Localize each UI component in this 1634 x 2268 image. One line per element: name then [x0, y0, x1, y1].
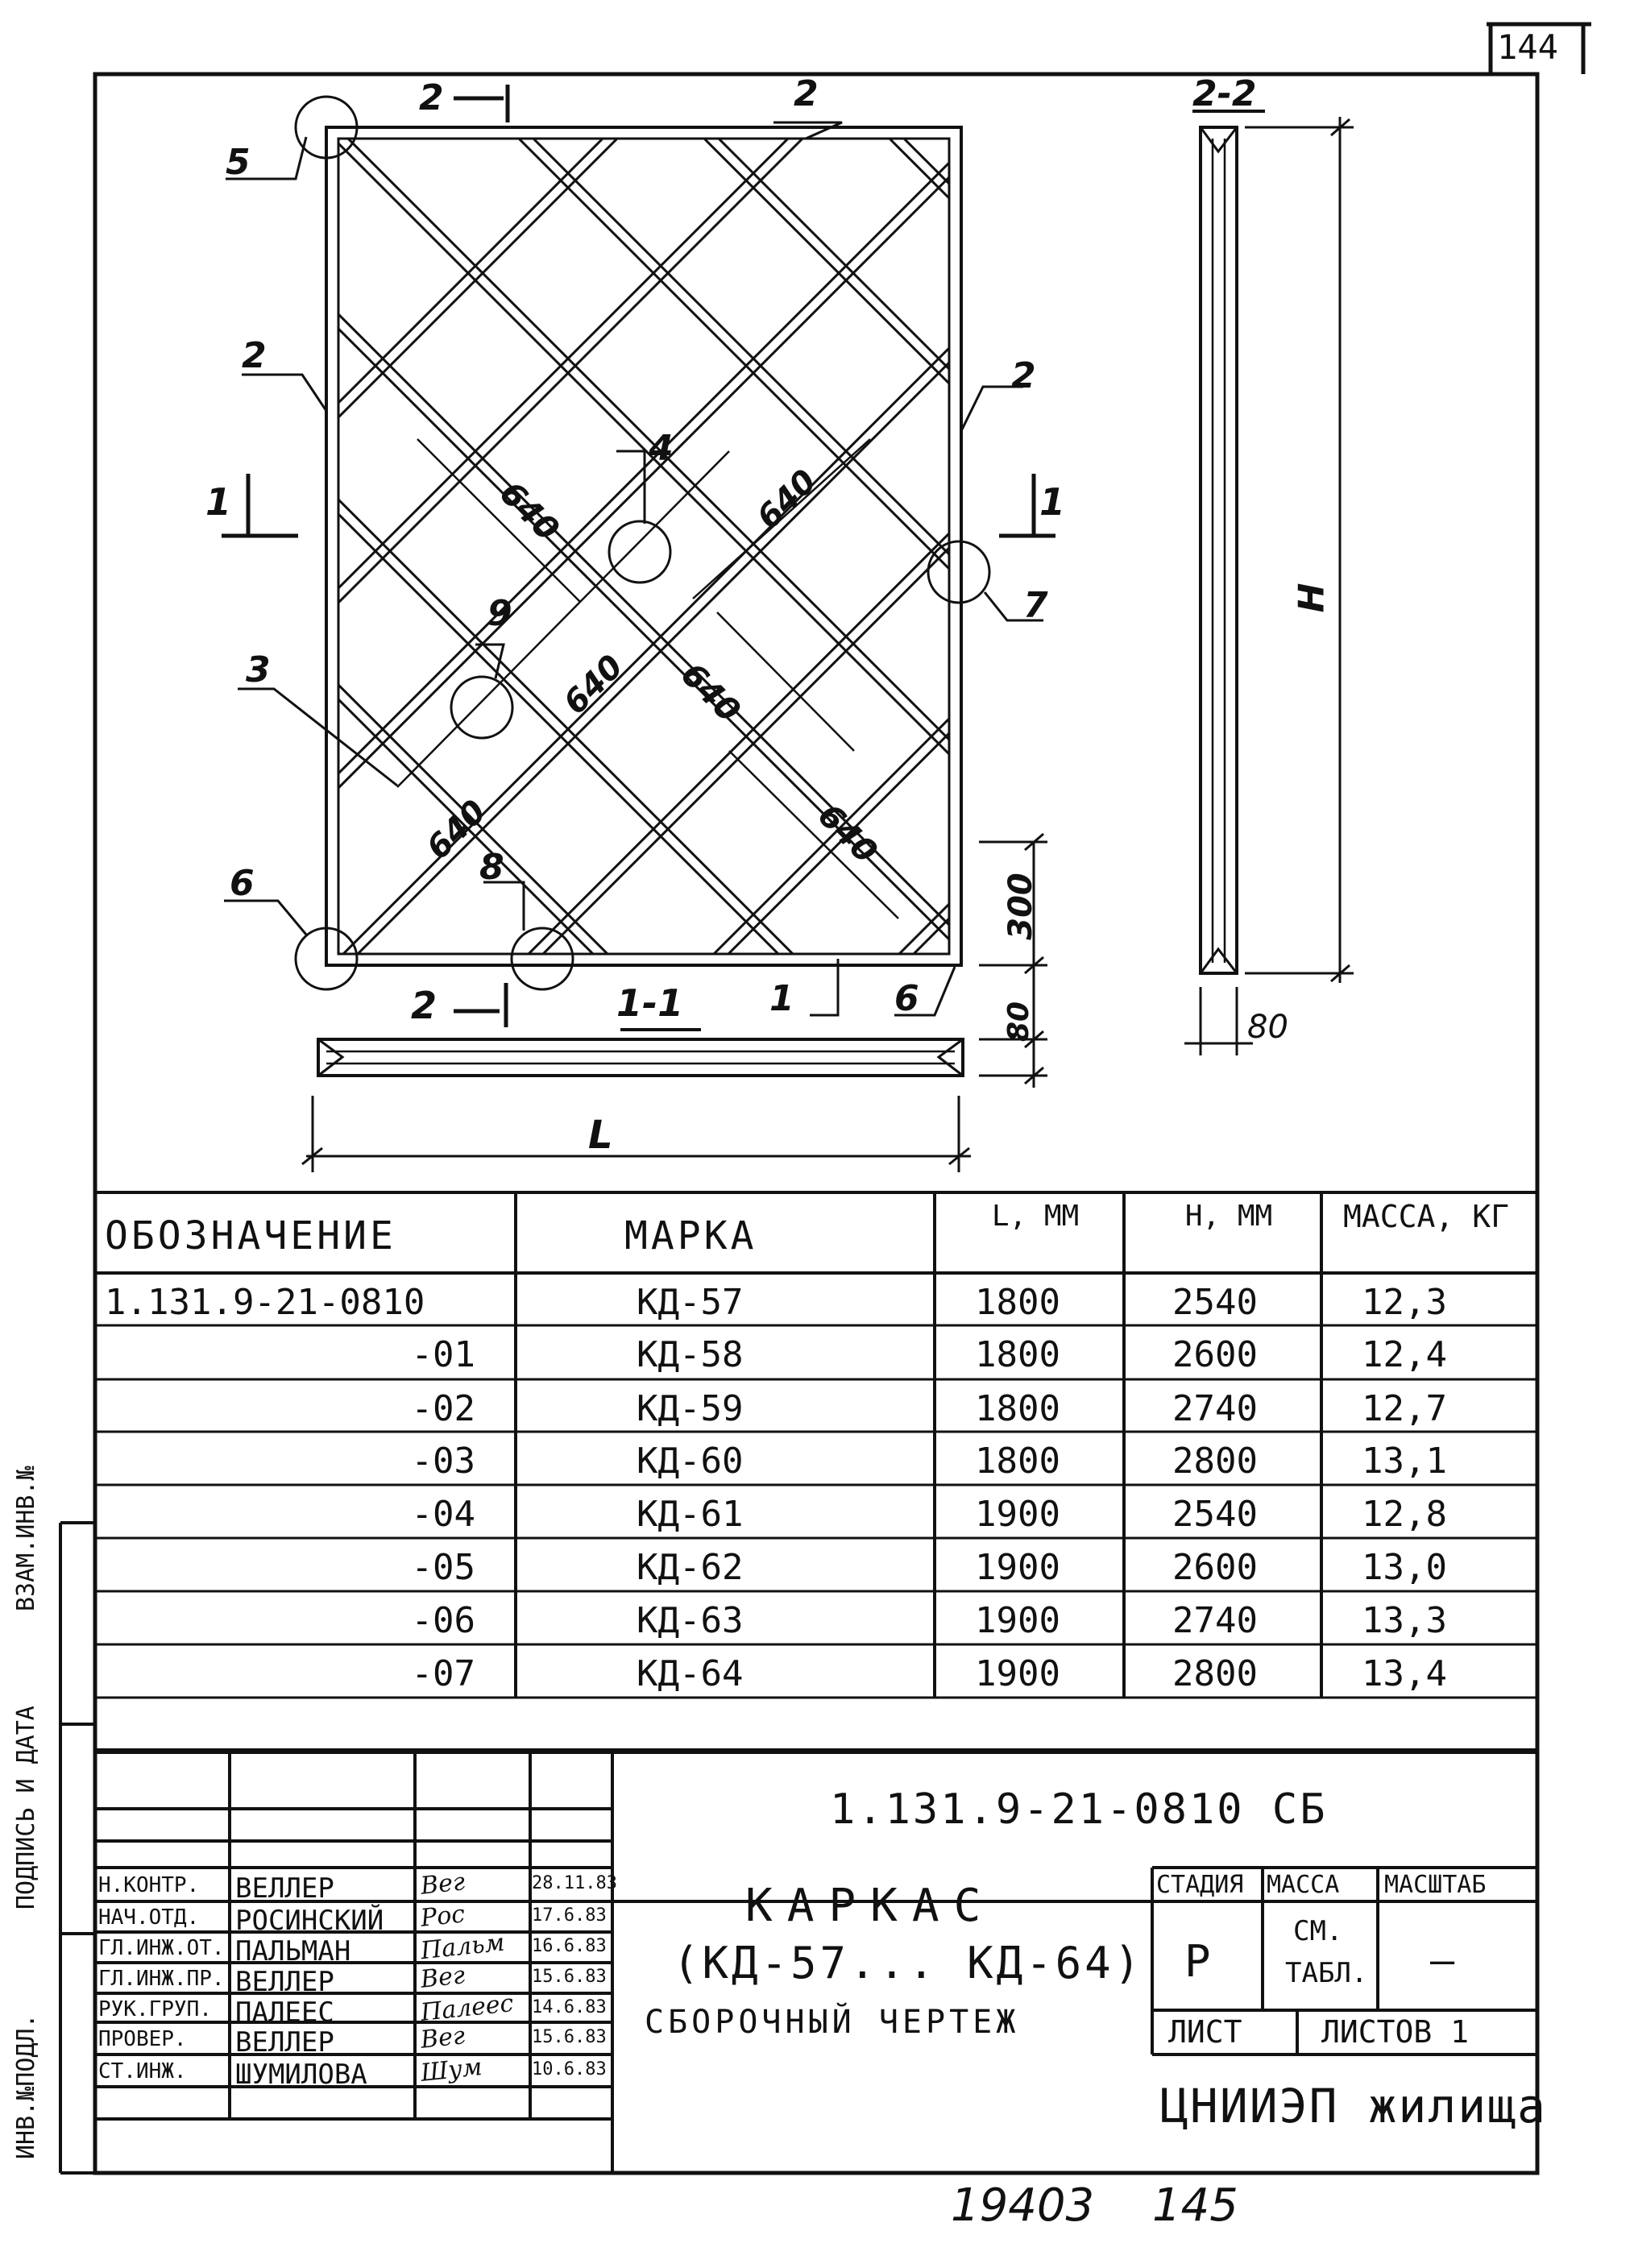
- mass-label: МАССА: [1267, 1871, 1340, 1899]
- staff-role: СТ.ИНЖ.: [98, 2059, 187, 2083]
- dim-640-d: 640: [673, 656, 748, 730]
- staff-date: 28.11.83: [532, 1873, 617, 1893]
- spec-cell: 2540: [1172, 1494, 1258, 1535]
- dim-640-e: 640: [419, 793, 494, 867]
- callout-7: 7: [1023, 585, 1048, 626]
- staff-signature: Шум: [419, 2053, 484, 2088]
- spec-cell: 13,0: [1362, 1547, 1447, 1588]
- spec-cell: 2600: [1172, 1547, 1258, 1588]
- col-header-designation: ОБОЗНАЧЕНИЕ: [105, 1213, 396, 1258]
- spec-cell: КД-63: [637, 1600, 744, 1641]
- spec-cell: -04: [411, 1494, 475, 1535]
- stage-value: Р: [1184, 1936, 1211, 1987]
- staff-signature: Палеес: [419, 1989, 515, 2027]
- dim-L: L: [588, 1113, 613, 1158]
- spec-cell: КД-60: [637, 1441, 744, 1482]
- staff-signature: Пальм: [419, 1928, 506, 1966]
- dim-80-side: 80: [1002, 1001, 1036, 1043]
- staff-signature: Рос: [419, 1900, 467, 1933]
- spec-cell: -07: [411, 1653, 475, 1694]
- scale-label: МАСШТАБ: [1384, 1871, 1487, 1899]
- callout-2-top: 2: [794, 73, 819, 114]
- title-line-3: СБОРОЧНЫЙ ЧЕРТЕЖ: [645, 2004, 1020, 2041]
- spec-cell: -06: [411, 1600, 475, 1641]
- staff-name: ВЕЛЛЕР: [235, 2026, 334, 2059]
- spec-cell: 13,4: [1362, 1653, 1447, 1694]
- spec-cell: 1900: [975, 1494, 1060, 1535]
- spec-cell: 12,7: [1362, 1388, 1447, 1429]
- callout-2-right: 2: [1011, 355, 1036, 396]
- section-2-2-label: 2-2: [1192, 73, 1257, 114]
- sheet-label: ЛИСТ: [1168, 2014, 1242, 2050]
- staff-role: НАЧ.ОТД.: [98, 1905, 200, 1930]
- side-stamp-inv: ИНВ.№ПОДЛ.: [12, 2013, 40, 2159]
- document-code: 1.131.9-21-0810 СБ: [830, 1785, 1328, 1834]
- staff-date: 15.6.83: [532, 2027, 607, 2047]
- title-line-1: КАРКАС: [745, 1880, 996, 1932]
- dim-80-2-2: 80: [1247, 1009, 1288, 1046]
- callout-9: 9: [487, 593, 512, 634]
- side-stamp-grid: [60, 1523, 95, 2173]
- callout-6-right: 6: [894, 978, 919, 1019]
- spec-cell: КД-61: [637, 1494, 744, 1535]
- staff-name: ПАЛЬМАН: [235, 1935, 351, 1967]
- dim-640-c: 640: [556, 648, 631, 722]
- spec-cell: 1800: [975, 1441, 1060, 1482]
- staff-role: ГЛ.ИНЖ.ОТ.: [98, 1936, 225, 1960]
- staff-date: 15.6.83: [532, 1967, 607, 1987]
- staff-signature: Вег: [419, 2021, 467, 2054]
- section-mark-1-right: 1: [1039, 480, 1066, 524]
- spec-cell: КД-58: [637, 1334, 744, 1375]
- col-header-L: L, ММ: [991, 1200, 1080, 1233]
- spec-cell: КД-62: [637, 1547, 744, 1588]
- sheet-number-top: 144: [1497, 27, 1558, 67]
- callout-1-bottom: 1: [769, 978, 794, 1019]
- side-stamp-podpis: ПОДПИСЬ И ДАТА: [12, 1706, 40, 1909]
- spec-cell: 2800: [1172, 1653, 1258, 1694]
- spec-cell: -05: [411, 1547, 475, 1588]
- dim-640-a: 640: [491, 475, 566, 549]
- staff-name: ВЕЛЛЕР: [235, 1966, 334, 1998]
- callout-3: 3: [246, 649, 271, 690]
- spec-cell: 2800: [1172, 1441, 1258, 1482]
- spec-cell: -02: [411, 1388, 475, 1429]
- bottom-inventory-number: 19403: [951, 2179, 1095, 2232]
- spec-cell: 13,1: [1362, 1441, 1447, 1482]
- spec-cell: КД-59: [637, 1388, 744, 1429]
- staff-name: РОСИНСКИЙ: [235, 1905, 384, 1937]
- staff-signature: Вег: [419, 1868, 467, 1901]
- spec-cell: 2540: [1172, 1282, 1258, 1323]
- section-mark-1-left: 1: [205, 480, 232, 524]
- staff-role: ГЛ.ИНЖ.ПР.: [98, 1967, 225, 1991]
- spec-cell: 12,4: [1362, 1334, 1447, 1375]
- dim-640-b: 640: [749, 462, 824, 537]
- staff-date: 16.6.83: [532, 1936, 607, 1956]
- scale-value: —: [1430, 1937, 1455, 1984]
- spec-cell: 12,3: [1362, 1282, 1447, 1323]
- mass-value-1: СМ.: [1293, 1915, 1343, 1947]
- spec-cell: 2740: [1172, 1600, 1258, 1641]
- spec-cell: 1900: [975, 1653, 1060, 1694]
- section-mark-2-top: 2: [419, 77, 444, 118]
- section-1-1-label: 1-1: [616, 981, 684, 1025]
- col-header-H: H, ММ: [1184, 1200, 1273, 1233]
- spec-cell: КД-57: [637, 1282, 744, 1323]
- sheets-label: ЛИСТОВ 1: [1321, 2014, 1470, 2050]
- spec-cell: 2740: [1172, 1388, 1258, 1429]
- mass-value-2: ТАБЛ.: [1285, 1957, 1368, 1989]
- staff-name: ПАЛЕЕС: [235, 1996, 334, 2029]
- spec-cell: 13,3: [1362, 1600, 1447, 1641]
- spec-cell: -01: [411, 1334, 475, 1375]
- callout-2-left: 2: [242, 335, 267, 376]
- col-header-mass: МАССА, КГ: [1343, 1199, 1509, 1234]
- spec-cell: 1.131.9-21-0810: [105, 1282, 425, 1323]
- dim-300: 300: [1002, 873, 1039, 940]
- staff-date: 10.6.83: [532, 2059, 607, 2079]
- side-stamp-vzam: ВЗАМ.ИНВ.№: [12, 1466, 40, 1611]
- staff-role: Н.КОНТР.: [98, 1873, 200, 1897]
- diagonal-lattice: [242, 0, 1209, 1626]
- col-header-mark: МАРКА: [624, 1213, 757, 1258]
- callout-4: 4: [649, 428, 674, 469]
- spec-cell: -03: [411, 1441, 475, 1482]
- callout-8: 8: [479, 847, 504, 888]
- staff-name: ВЕЛЛЕР: [235, 1872, 334, 1905]
- callout-5: 5: [226, 142, 251, 183]
- spec-cell: 1800: [975, 1334, 1060, 1375]
- spec-cell: 2600: [1172, 1334, 1258, 1375]
- title-line-2: (КД-57... КД-64): [673, 1938, 1144, 1988]
- dim-H: H: [1291, 583, 1333, 613]
- stage-label: СТАДИЯ: [1156, 1871, 1244, 1899]
- spec-cell: КД-64: [637, 1653, 744, 1694]
- section-mark-2-bottom: 2: [411, 984, 438, 1027]
- spec-table-grid: [95, 1192, 1537, 1750]
- staff-date: 17.6.83: [532, 1905, 607, 1926]
- bottom-page-number: 145: [1152, 2179, 1238, 2232]
- spec-cell: 1800: [975, 1388, 1060, 1429]
- dim-640-f: 640: [810, 797, 885, 871]
- staff-role: ПРОВЕР.: [98, 2027, 187, 2051]
- spec-cell: 1900: [975, 1600, 1060, 1641]
- spec-cell: 1800: [975, 1282, 1060, 1323]
- spec-cell: 12,8: [1362, 1494, 1447, 1535]
- staff-date: 14.6.83: [532, 1997, 607, 2017]
- staff-signature: Вег: [419, 1961, 467, 1994]
- staff-role: РУК.ГРУП.: [98, 1997, 212, 2021]
- organization: ЦНИИЭП жилища: [1160, 2079, 1547, 2133]
- staff-name: ШУМИЛОВА: [235, 2059, 367, 2091]
- callout-6-left: 6: [230, 863, 255, 904]
- spec-cell: 1900: [975, 1547, 1060, 1588]
